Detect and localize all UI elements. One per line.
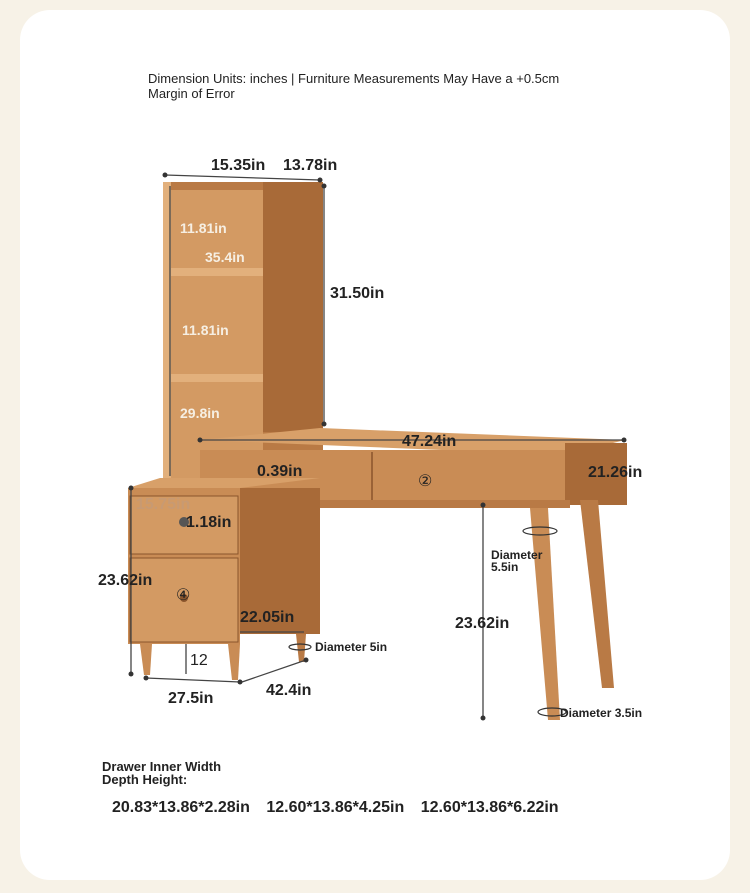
- drawer-specs-list: [112, 799, 571, 817]
- leg-diameter-top-value: 5.5in: [491, 560, 519, 574]
- desk-height-label: 23.62in: [455, 615, 510, 632]
- shelf-height-label: 31.50in: [330, 285, 385, 302]
- drawer-specs-heading: [102, 760, 221, 786]
- cabinet-height-label: 23.62in: [98, 572, 153, 589]
- units-note-line1: Dimension Units: inches | Furniture Measurements May Have a +0.5cm: [148, 71, 560, 86]
- units-note-line2: Margin of Error: [148, 86, 235, 101]
- drawer-2-marker: ②: [418, 473, 433, 490]
- drawer-4-marker: ④: [176, 587, 191, 604]
- drawer-spec-1: 20.83*13.86*2.28in: [112, 799, 250, 816]
- shelf-inner-height-label: 35.4in: [205, 249, 245, 265]
- cabinet-drawer-height-label: 1.18in: [186, 514, 232, 531]
- desk-depth-label: 21.26in: [588, 464, 643, 481]
- cabinet-leg-height-label: 12: [190, 652, 208, 669]
- drawer-spec-2: 12.60*13.86*4.25in: [266, 799, 405, 816]
- leg-diameter-top-label: Diameter: [491, 548, 543, 562]
- cabinet-side-label: 42.4in: [266, 682, 312, 699]
- shelf-width-label: 15.35in: [211, 157, 266, 174]
- shelf-mid-compartment-label: 11.81in: [182, 322, 229, 338]
- desk-width-label: 47.24in: [402, 433, 457, 450]
- cabinet-depth-label: 22.05in: [240, 609, 295, 626]
- cabinet-width-label: 15.75in: [136, 496, 191, 513]
- shelf-top-compartment-label: 11.81in: [180, 220, 227, 236]
- shelf-depth-label: 13.78in: [283, 157, 338, 174]
- drawer-spec-3: 12.60*13.86*6.22in: [420, 799, 559, 816]
- cabinet-leg-span-label: 27.5in: [168, 690, 214, 707]
- desk-drawer-height-label: 0.39in: [257, 463, 303, 480]
- shelf-bottom-compartment-label: 29.8in: [180, 405, 220, 421]
- drawer-specs-heading-line1: Drawer Inner Width: [102, 759, 222, 774]
- drawer-specs-heading-line2: Depth Height:: [102, 772, 188, 787]
- leg-diameter-cabinet-label: Diameter 5in: [315, 640, 388, 654]
- leg-diameter-bottom-label: Diameter 3.5in: [560, 706, 643, 720]
